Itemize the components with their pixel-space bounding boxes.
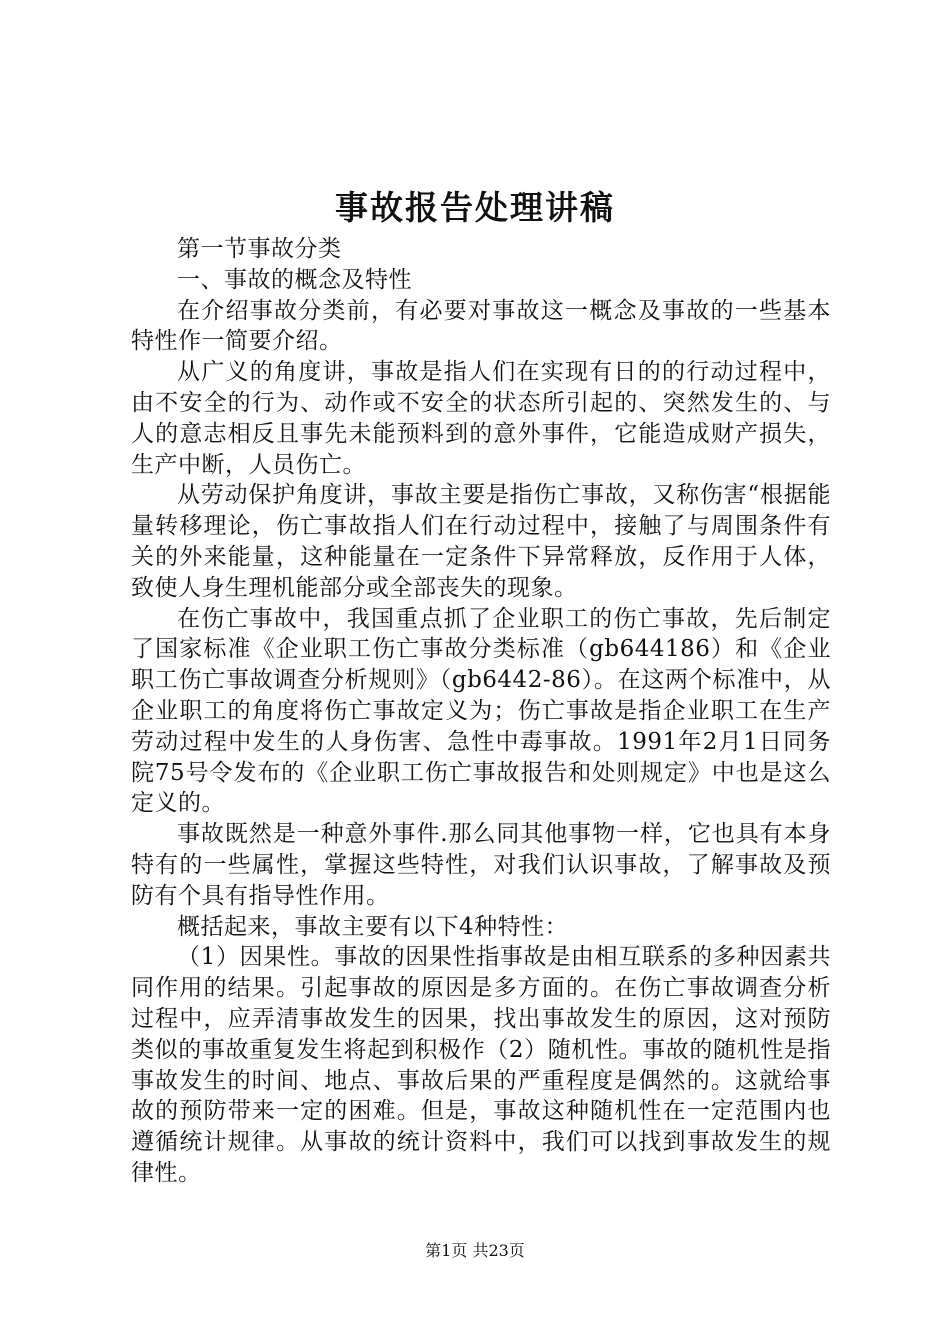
section-heading: 第一节事故分类 <box>177 236 342 262</box>
paragraph-summary: 概括起来，事故主要有以下4种特性： <box>177 913 569 940</box>
document-title: 事故报告处理讲稿 <box>335 188 615 227</box>
subsection-heading: 一、事故的概念及特性 <box>177 266 412 293</box>
paragraph-intro: 在介绍事故分类前，有必要对事故这一概念及事故的一些基本特性作一简要介绍。 <box>131 297 831 355</box>
paragraph-national-standard: 在伤亡事故中，我国重点抓了企业职工的伤亡事故，先后制定了国家标准《企业职工伤亡事故分类标准（gb644186）和《企业职工伤亡事故调查分析规则》（gb6442-86）。在这两个标准中，从企业职工的角度将伤亡事故定义为；伤亡事故是指企业职工在生产劳动过程中发生的人身伤害、急性中毒事故。1991年2月1日同务院75号令发布的《企业职工伤亡事故报告和处则规定》中也是这么定义的。 <box>131 605 831 817</box>
paragraph-attributes: 事故既然是一种意外事件.那么同其他事物一样，它也具有本身特有的一些属性，掌握这些特性，对我们认识事故，了解事故及预防有个具有指导性作用。 <box>131 821 831 909</box>
paragraph-characteristics: （1）因果性。事故的因果性指事故是由相互联系的多种因素共同作用的结果。引起事故的原因是多方面的。在伤亡事故调查分析过程中，应弄清事故发生的因果，找出事故发生的原因，这对预防类似的事故重复发生将起到积极作（2）随机性。事故的随机性是指事故发生的时间、地点、事故后果的严重程度是偶然的。这就给事故的预防带来一定的困难。但是，事故这种随机性在一定范围内也遵循统计规律。从事故的统计资料中，我们可以找到事故发生的规律性。 <box>131 944 831 1186</box>
page-footer: 第1页 共23页 <box>425 1241 525 1260</box>
paragraph-broad-definition: 从广义的角度讲，事故是指人们在实现有日的的行动过程中，由不安全的行为、动作或不安全的状态所引起的、突然发生的、与人的意志相反且事先未能预料到的意外事件，它能造成财产损失，生产中断，人员伤亡。 <box>131 359 831 478</box>
document-body <box>131 234 831 1189</box>
paragraph-labor-protection: 从劳动保护角度讲，事故主要是指伤亡事故，又称伤害“根据能量转移理论，伤亡事故指人们在行动过程中，接触了与周围条件有关的外来能量，这种能量在一定条件下异常释放，反作用于人体，致使人身生理机能部分或全部丧失的现象。 <box>131 482 831 601</box>
